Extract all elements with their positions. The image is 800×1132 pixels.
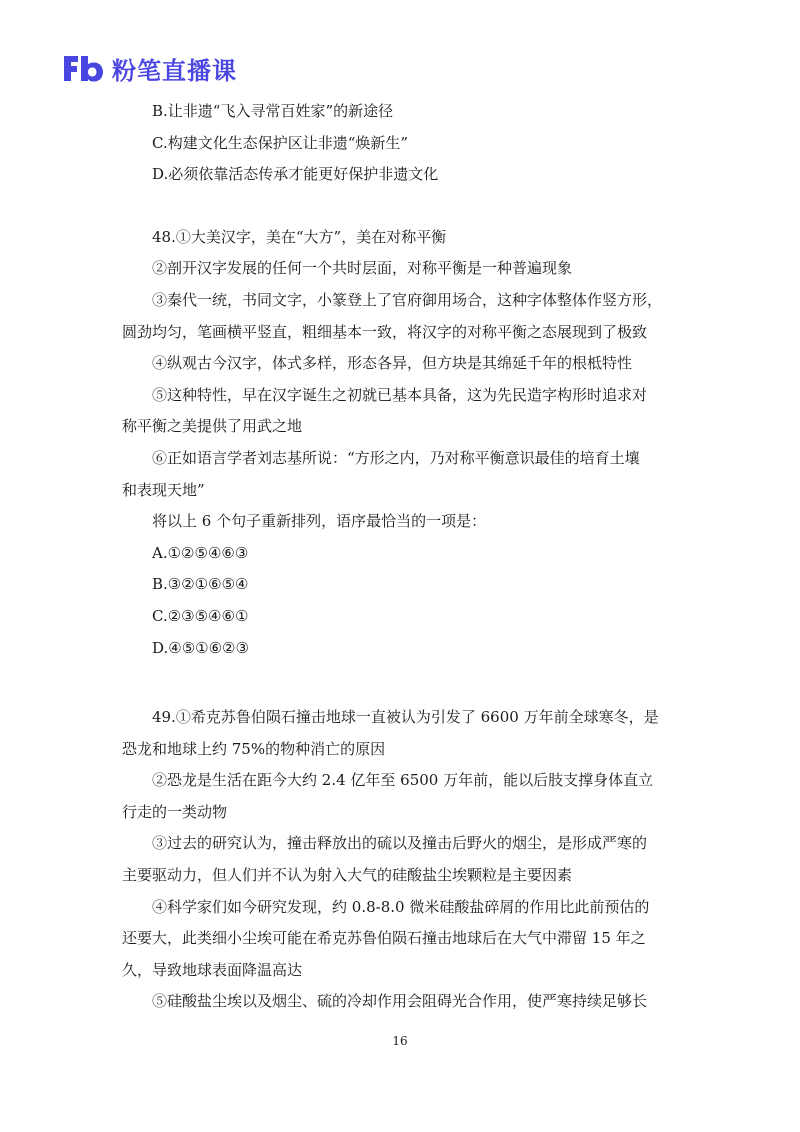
q48-option-c: C.②③⑤④⑥① <box>152 606 249 625</box>
fenbi-logo-icon <box>62 53 104 83</box>
option-c-prev: C.构建文化生态保护区让非遗“焕新生” <box>152 133 409 152</box>
q49-sentence-2-line-2: 行走的一类动物 <box>122 802 228 821</box>
q48-option-d: D.④⑤①⑥②③ <box>152 638 249 657</box>
brand-name: 粉笔直播课 <box>112 56 237 85</box>
q48-prompt: 将以上 6 个句子重新排列，语序最恰当的一项是： <box>152 512 487 531</box>
q48-sentence-5-line-1: ⑤这种特性，早在汉字诞生之初就已基本具备，这为先民造字构形时追求对 <box>152 385 648 404</box>
page-header <box>62 52 237 84</box>
q49-sentence-4-line-1: ④科学家们如今研究发现，约 0.8-8.0 微米硅酸盐碎屑的作用比此前预估的 <box>152 897 650 916</box>
q48-sentence-4: ④纵观古今汉字，体式多样，形态各异，但方块是其绵延千年的根柢特性 <box>152 354 633 373</box>
q48-sentence-1: 48.①大美汉字，美在“大方”，美在对称平衡 <box>152 227 447 246</box>
q49-sentence-5-line-1: ⑤硅酸盐尘埃以及烟尘、硫的冷却作用会阻碍光合作用，使严寒持续足够长 <box>152 992 648 1011</box>
q48-sentence-3-line-1: ③秦代一统，书同文字，小篆登上了官府御用场合，这种字体整体作竖方形， <box>152 290 663 309</box>
q48-sentence-3-line-2: 圆劲均匀，笔画横平竖直，粗细基本一致，将汉字的对称平衡之态展现到了极致 <box>122 322 648 341</box>
q49-sentence-1-line-1: 49.①希克苏鲁伯陨石撞击地球一直被认为引发了 6600 万年前全球寒冬，是 <box>152 708 659 727</box>
q49-sentence-3-line-2: 主要驱动力，但人们并不认为射入大气的硅酸盐尘埃颗粒是主要因素 <box>122 866 573 885</box>
q49-sentence-3-line-1: ③过去的研究认为，撞击释放出的硫以及撞击后野火的烟尘，是形成严寒的 <box>152 834 648 853</box>
q49-sentence-2-line-1: ②恐龙是生活在距今大约 2.4 亿年至 6500 万年前，能以后肢支撑身体直立 <box>152 771 654 790</box>
q48-option-b: B.③②①⑥⑤④ <box>152 575 249 594</box>
q48-sentence-6-line-2: 和表现天地” <box>122 480 205 499</box>
option-b-prev: B.让非遗“飞入寻常百姓家”的新途径 <box>152 102 394 120</box>
document-body <box>122 96 690 1018</box>
q48-sentence-6-line-1: ⑥正如语言学者刘志基所说：“方形之内，乃对称平衡意识最佳的培育土壤 <box>152 448 640 467</box>
page-number: 16 <box>392 1034 408 1048</box>
option-d-prev: D.必须依靠活态传承才能更好保护非遗文化 <box>152 165 439 184</box>
q48-sentence-2: ②剖开汉字发展的任何一个共时层面，对称平衡是一种普遍现象 <box>152 259 573 278</box>
q49-sentence-4-line-3: 久，导致地球表面降温高达 <box>122 960 303 979</box>
q49-sentence-4-line-2: 还要大，此类细小尘埃可能在希克苏鲁伯陨石撞击地球后在大气中滞留 15 年之 <box>122 929 646 948</box>
q48-sentence-5-line-2: 称平衡之美提供了用武之地 <box>122 417 303 436</box>
q49-sentence-1-line-2: 恐龙和地球上约 75%的物种消亡的原因 <box>122 739 386 758</box>
q48-option-a: A.①②⑤④⑥③ <box>152 543 249 562</box>
